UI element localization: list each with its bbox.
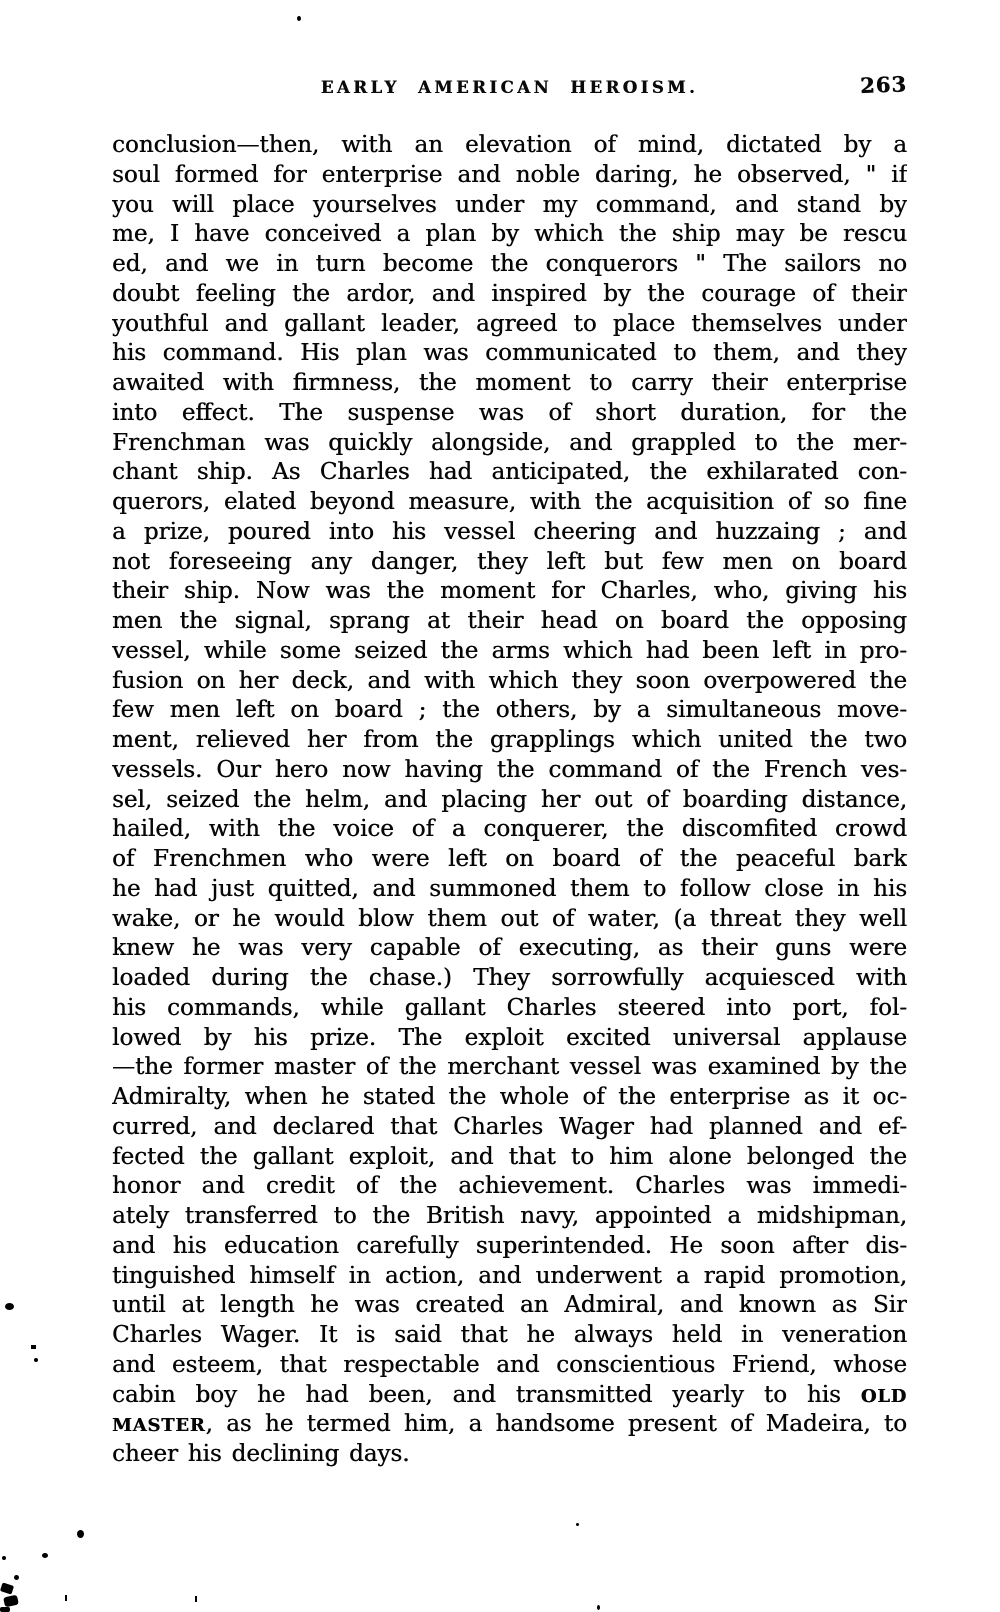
text-line: —the former master of the merchant vessel was examined by the — [112, 1054, 907, 1081]
running-header-title: EARLY AMERICAN HEROISM. — [320, 78, 699, 97]
text-line: Charles Wager. It is said that he always held in veneration — [112, 1322, 907, 1348]
scan-speck — [14, 1575, 19, 1580]
scan-speck — [0, 1582, 14, 1594]
text-block — [112, 131, 907, 1470]
scan-speck — [195, 1596, 197, 1602]
text-line: honor and credit of the achievement. Charles was immedi- — [112, 1173, 907, 1200]
scan-speck — [297, 16, 301, 21]
text-line: loaded during the chase.) They sorrowfully acquiesced with — [112, 965, 907, 991]
scan-speck — [42, 1553, 48, 1558]
text-line: cabin boy he had been, and transmitted yearly to his OLD — [112, 1381, 907, 1408]
text-line: youthful and gallant leader, agreed to place themselves under — [112, 310, 907, 337]
text-line: awaited with firmness, the moment to carry their enterprise — [112, 370, 907, 396]
text-line: a prize, poured into his vessel cheering and huzzaing ; and — [112, 518, 907, 545]
text-line: ed, and we in turn become the conquerors " The sailors no — [112, 251, 907, 277]
scan-speck — [2, 1556, 6, 1560]
text-line: chant ship. As Charles had anticipated, the exhilarated con- — [112, 459, 907, 486]
text-line: his commands, while gallant Charles steered into port, fol- — [112, 994, 907, 1021]
text-line: until at length he was created an Admiral, and known as Sir — [112, 1292, 907, 1319]
text-line: Admiralty, when he stated the whole of the enterprise as it oc- — [112, 1084, 907, 1110]
text-line: me, I have conceived a plan by which the ship may be rescu — [112, 221, 907, 248]
text-line: you will place yourselves under my command, and stand by — [112, 191, 907, 218]
text-line: Frenchman was quickly alongside, and grappled to the mer- — [112, 429, 907, 456]
text-line: curred, and declared that Charles Wager had planned and ef- — [112, 1113, 907, 1140]
scan-speck — [5, 1303, 14, 1310]
text-line: lowed by his prize. The exploit excited universal applause — [112, 1024, 907, 1051]
text-line: and esteem, that respectable and conscientious Friend, whose — [112, 1351, 907, 1378]
text-line: hailed, with the voice of a conquerer, the discomfited crowd — [112, 816, 907, 843]
text-line: fusion on her deck, and with which they soon overpowered the — [112, 667, 907, 694]
text-line: his command. His plan was communicated to them, and they — [112, 340, 907, 367]
text-line: sel, seized the helm, and placing her out of boarding distance, — [112, 786, 907, 813]
text-line: not foreseeing any danger, they left but few men on board — [112, 548, 907, 575]
text-line: of Frenchmen who were left on board of the peaceful bark — [112, 846, 907, 872]
running-header — [112, 71, 908, 104]
scan-speck — [0, 1607, 10, 1612]
text-line: and his education carefully superintended. He soon after dis- — [112, 1232, 907, 1259]
text-line: querors, elated beyond measure, with the acquisition of so fine — [112, 489, 907, 515]
scan-speck — [31, 1345, 36, 1349]
text-line: wake, or he would blow them out of water, (a threat they well — [112, 905, 907, 932]
text-line: ately transferred to the British navy, appointed a midshipman, — [112, 1203, 907, 1229]
text-line: men the signal, sprang at their head on board the opposing — [112, 608, 907, 634]
scan-speck — [77, 1530, 84, 1538]
page-number: 263 — [859, 71, 908, 98]
text-line: ment, relieved her from the grapplings which united the two — [112, 727, 907, 753]
text-line: soul formed for enterprise and noble daring, he observed, " if — [112, 161, 907, 188]
text-line: MASTER, as he termed him, a handsome present of Madeira, to — [112, 1411, 907, 1438]
text-line: few men left on board ; the others, by a simultaneous move- — [112, 697, 907, 724]
text-line: into effect. The suspense was of short duration, for the — [112, 399, 907, 426]
scan-speck — [34, 1358, 38, 1362]
text-line: he had just quitted, and summoned them to follow close in his — [112, 875, 907, 902]
scan-speck — [576, 1523, 579, 1526]
text-line: fected the gallant exploit, and that to him alone belonged the — [112, 1143, 907, 1170]
text-line: tinguished himself in action, and underwent a rapid promotion, — [112, 1262, 907, 1289]
text-line: conclusion—then, with an elevation of mind, dictated by a — [112, 132, 907, 158]
text-line: vessel, while some seized the arms which had been left in pro- — [112, 637, 907, 664]
text-line: vessels. Our hero now having the command of the French ves- — [112, 756, 907, 783]
scan-speck — [65, 1595, 67, 1601]
text-line: knew he was very capable of executing, as their guns were — [112, 935, 907, 962]
scan-speck — [597, 1605, 600, 1610]
text-line: doubt feeling the ardor, and inspired by the courage of their — [112, 280, 907, 307]
text-line: cheer his declining days. — [112, 1441, 410, 1467]
scan-speck — [3, 1595, 19, 1608]
text-line: their ship. Now was the moment for Charles, who, giving his — [112, 578, 907, 605]
